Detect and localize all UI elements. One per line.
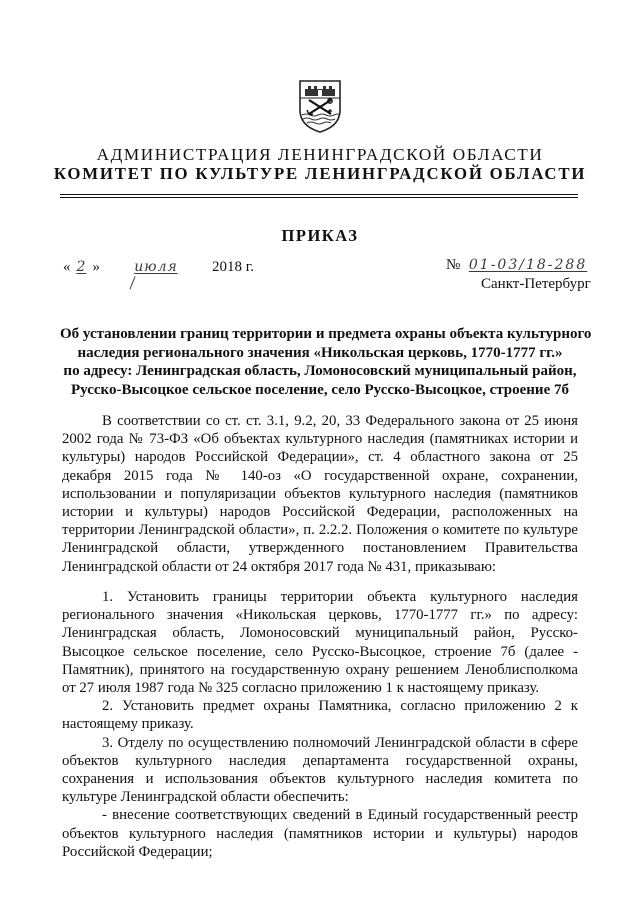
date-year: 2018 г.	[212, 259, 254, 275]
pen-stroke-mark	[129, 276, 136, 290]
order-item-3: 3. Отделу по осуществлению полномочий Ленинградской области в сфере объектов культурного наследия департамента государственной охраны, сохранения и использования объектов культурного наследия комитета по культуре Ленинградской области обеспечить:	[62, 734, 578, 806]
order-item-2: 2. Установить предмет охраны Памятника, согласно приложению 2 к настоящему приказу.	[62, 698, 578, 733]
preamble-block	[62, 412, 578, 576]
order-item-3-subitem: - внесение соответствующих сведений в Единый государственный реестр объектов культурного наследия (памятников истории и культуры) народов Российской Федерации;	[62, 807, 578, 860]
preamble-paragraph: В соответствии со ст. ст. 3.1, 9.2, 20, 33 Федерального закона от 25 июня 2002 года № 73-ФЗ «Об объектах культурного наследия (памятниках истории и культуры) народов Российской Федерации», ст. 4 областного закона от 25 декабря 2015 года № 140-оз «О государственной охране, сохранении, использовании и популяризации объектов культурного наследия (памятников истории и культуры) народов Российской Федерации, расположенных на территории Ленинградской области», п. 2.2.2. Положения о комитете по культуре Ленинградской области, утвержденного постановлением Правительства Ленинградской области от 24 октября 2017 года № 431, приказываю:	[62, 413, 578, 575]
order-date	[63, 259, 254, 276]
date-close-quote: »	[92, 259, 100, 275]
subject-line: наследия регионального значения «Никольская церковь, 1770-1777 гг.»	[77, 344, 563, 361]
date-day-handwritten: 2	[76, 259, 87, 275]
date-month-handwritten: июля	[134, 259, 178, 275]
subject-line: по адресу: Ленинградская область, Ломоносовский муниципальный район,	[63, 363, 577, 379]
header-divider-thin	[60, 197, 578, 198]
number-handwritten: 01-03/18-288	[468, 257, 588, 273]
date-open-quote: «	[63, 259, 71, 275]
header-committee: КОМИТЕТ ПО КУЛЬТУРЕ ЛЕНИНГРАДСКОЙ ОБЛАСТИ	[53, 164, 587, 183]
order-subject	[60, 325, 592, 399]
coat-of-arms-emblem	[297, 78, 343, 134]
order-number	[446, 257, 592, 274]
header-divider-thick	[60, 194, 578, 195]
order-items-block	[62, 588, 578, 861]
city-name: Санкт-Петербург	[481, 276, 591, 292]
order-item-1: 1. Установить границы территории объекта культурного наследия регионального значения «Никольская церковь, 1770-1777 гг.» по адресу: Ленинградская область, Ломоносовский муниципальный район, Русско-Высоцкое сельское поселение, село Русско-Высоцкое, строение 7б (далее - Памятник), принятого на государственную охрану решением Леноблисполкома от 27 июля 1987 года № 325 согласно приложению 1 к настоящему приказу.	[62, 589, 578, 697]
document-type-title: ПРИКАЗ	[281, 226, 359, 245]
subject-line: Об установлении границ территории и предмета охраны объекта культурного	[60, 326, 592, 342]
header-administration: АДМИНИСТРАЦИЯ ЛЕНИНГРАДСКОЙ ОБЛАСТИ	[96, 145, 544, 164]
subject-line: Русско-Высоцкое сельское поселение, село Русско-Высоцкое, строение 7б	[71, 381, 569, 398]
number-label: №	[446, 257, 461, 273]
